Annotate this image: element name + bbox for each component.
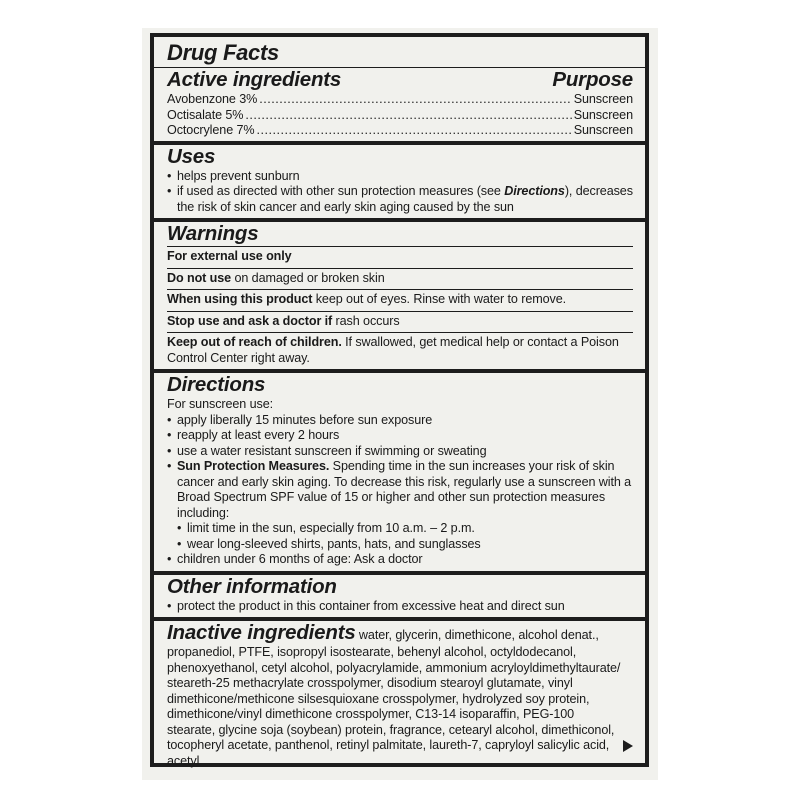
warnings-heading: Warnings bbox=[167, 222, 633, 247]
active-ingredient-row bbox=[167, 92, 633, 108]
ingredient-name: Octocrylene 7% bbox=[167, 123, 255, 137]
active-ingredient-row bbox=[167, 108, 633, 124]
directions-item: • use a water resistant sunscreen if swimming or sweating bbox=[167, 444, 633, 460]
directions-item: • apply liberally 15 minutes before sun exposure bbox=[167, 413, 633, 429]
ingredient-purpose: Sunscreen bbox=[573, 107, 633, 122]
active-ingredients-heading: Active ingredients bbox=[167, 68, 342, 91]
other-information-heading: Other information bbox=[167, 574, 337, 598]
drug-facts-title: Drug Facts bbox=[167, 40, 279, 65]
warning-stop-use: Stop use and ask a doctor if rash occurs bbox=[167, 312, 633, 334]
warning-external-use: For external use only bbox=[167, 247, 633, 269]
directions-item: • Sun Protection Measures. Spending time in the sun increases your risk of skin cancer and early skin aging. To decrease this risk, regularly use a sunscreen with a Broad Spectrum SPF value of 15 or higher and other sun protection measures including: bbox=[167, 459, 633, 521]
uses-section bbox=[154, 141, 645, 219]
inactive-ingredients-text: water, glycerin, dimethicone, alcohol denat., propanediol, PTFE, isopropyl isostearate, behenyl alcohol, octyldodecanol, phenoxyethanol, cetyl alcohol, polyacrylamide, ammonium acryloyldimethyltaurate/ steareth-25 methacrylate crosspolymer, disodium stearoyl glutamate, vinyl dimethicone/methicone silsesquioxane crosspolymer, hydrolyzed soy protein, dimethicone/vinyl dimethicone crosspolymer, C13-14 isoparaffin, PEG-100 stearate, glycine soja (soybean) protein, fragrance, cetearyl alcohol, dimethiconol, tocopheryl acetate, panthenol, retinyl palmitate, laureth-7, capryloyl salicylic acid, acetyl bbox=[167, 628, 621, 768]
other-information-section bbox=[154, 571, 645, 618]
directions-subitem: • limit time in the sun, especially from 10 a.m. – 2 p.m. bbox=[167, 521, 633, 537]
directions-item: • reapply at least every 2 hours bbox=[167, 428, 633, 444]
drug-facts-panel bbox=[150, 33, 649, 767]
drug-facts-header bbox=[154, 37, 645, 67]
leader-dots bbox=[257, 123, 572, 139]
inactive-ingredients-heading: Inactive ingredients bbox=[167, 621, 356, 644]
ingredient-name: Avobenzone 3% bbox=[167, 92, 258, 106]
directions-section bbox=[154, 369, 645, 571]
uses-heading: Uses bbox=[167, 144, 216, 168]
purpose-heading: Purpose bbox=[552, 68, 633, 91]
directions-subitem: • wear long-sleeved shirts, pants, hats, and sunglasses bbox=[167, 537, 633, 553]
warning-do-not-use: Do not use on damaged or broken skin bbox=[167, 269, 633, 291]
directions-intro: For sunscreen use: bbox=[167, 397, 273, 411]
uses-item: • if used as directed with other sun protection measures (see Directions), decreases the risk of skin cancer and early skin aging caused by the sun bbox=[167, 184, 633, 215]
directions-heading: Directions bbox=[167, 373, 266, 396]
ingredient-purpose: Sunscreen bbox=[573, 123, 633, 137]
uses-item: • helps prevent sunburn bbox=[167, 169, 633, 185]
warning-keep-out-of-reach: Keep out of reach of children. If swallowed, get medical help or contact a Poison Control Center right away. bbox=[167, 335, 619, 365]
leader-dots bbox=[245, 108, 571, 124]
other-information-item: • protect the product in this container from excessive heat and direct sun bbox=[167, 599, 633, 615]
warnings-section bbox=[154, 218, 645, 369]
warning-when-using: When using this product keep out of eyes. Rinse with water to remove. bbox=[167, 290, 633, 312]
ingredient-purpose: Sunscreen bbox=[573, 92, 633, 106]
directions-item: • children under 6 months of age: Ask a doctor bbox=[167, 552, 633, 568]
inactive-ingredients-section bbox=[154, 617, 645, 773]
leader-dots bbox=[259, 92, 571, 108]
active-ingredients-section bbox=[154, 67, 645, 141]
continue-arrow-icon bbox=[623, 740, 633, 752]
ingredient-name: Octisalate 5% bbox=[167, 107, 244, 122]
active-ingredient-row bbox=[167, 123, 633, 139]
